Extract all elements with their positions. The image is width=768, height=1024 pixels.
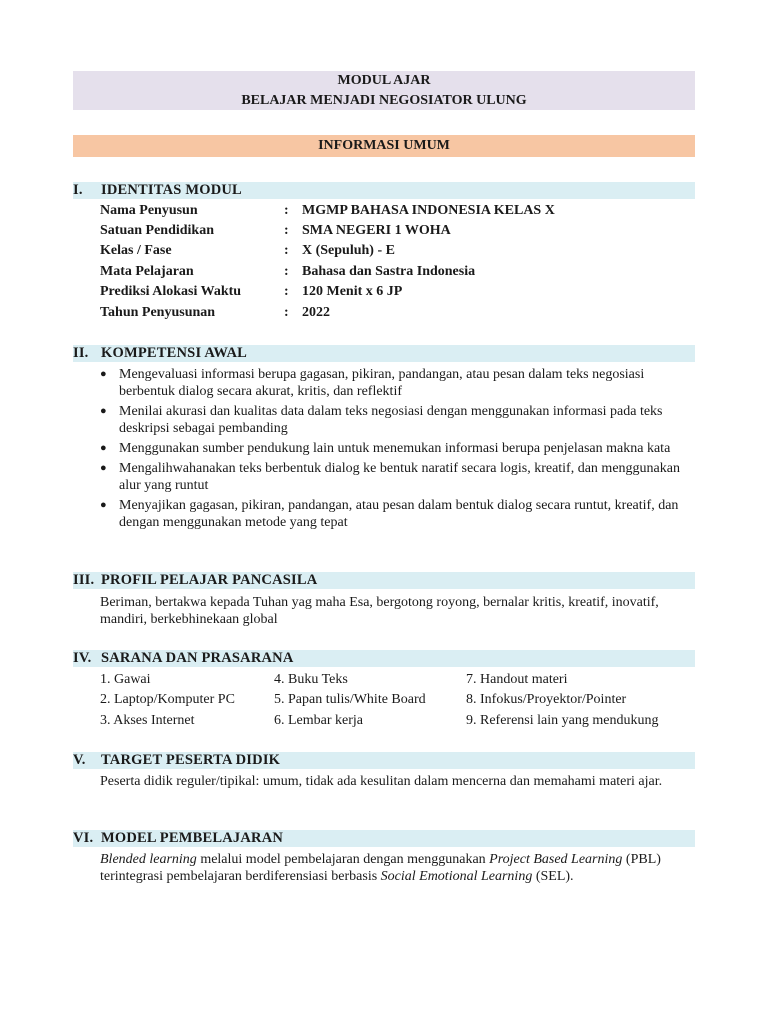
identitas-value: Bahasa dan Sastra Indonesia — [302, 264, 476, 279]
bullet-icon: ● — [100, 499, 107, 511]
list-item-text: Menilai akurasi dan kualitas data dalam teks negosiasi dengan menggunakan informasi pada teks deskripsi sebagai pembanding — [119, 404, 663, 436]
list-item — [100, 440, 700, 457]
section-profil-header — [73, 572, 695, 589]
sarana-item: 7. Handout materi — [466, 672, 568, 687]
sarana-item: 8. Infokus/Proyektor/Pointer — [466, 692, 627, 707]
section-number: V. — [73, 752, 86, 768]
bullet-icon: ● — [100, 462, 107, 474]
section-sarana-header — [73, 650, 695, 667]
bullet-icon: ● — [100, 442, 107, 454]
sarana-item: 9. Referensi lain yang mendukung — [466, 713, 659, 728]
identitas-value: X (Sepuluh) - E — [302, 243, 395, 258]
model-text-part: (SEL). — [532, 869, 574, 884]
sarana-item: 1. Gawai — [100, 672, 151, 687]
identitas-colon: : — [284, 284, 289, 299]
model-text — [100, 851, 696, 885]
bullet-icon: ● — [100, 368, 107, 380]
identitas-colon: : — [284, 264, 289, 279]
identitas-label: Mata Pelajaran — [100, 264, 194, 279]
identitas-value: 120 Menit x 6 JP — [302, 284, 403, 299]
section-target-header — [73, 752, 695, 769]
model-term: Project Based Learning — [489, 852, 623, 867]
list-item-text: Menyajikan gagasan, pikiran, pandangan, atau pesan dalam bentuk dialog secara runtut, kreatif, dan dengan menggunakan metode yang tepat — [119, 498, 679, 530]
section-title: KOMPETENSI AWAL — [101, 345, 248, 361]
identitas-label: Tahun Penyusunan — [100, 305, 216, 320]
identitas-label: Satuan Pendidikan — [100, 223, 214, 238]
section-number: VI. — [73, 830, 94, 846]
model-term: Social Emotional Learning — [380, 869, 533, 884]
list-item-text: Mengevaluasi informasi berupa gagasan, pikiran, pandangan, atau pesan dalam teks negosiasi berbentuk dialog secara akurat, kritis, dan reflektif — [119, 367, 645, 399]
model-text-part: (PBL) terintegrasi pembelajaran berdiferensiasi berbasis — [100, 852, 661, 884]
sarana-item: 6. Lembar kerja — [274, 713, 364, 728]
identitas-value: SMA NEGERI 1 WOHA — [302, 223, 451, 238]
section-number: II. — [73, 345, 89, 361]
section-model-header — [73, 830, 695, 847]
identitas-colon: : — [284, 223, 289, 238]
identitas-colon: : — [284, 243, 289, 258]
sarana-item: 3. Akses Internet — [100, 713, 195, 728]
identitas-colon: : — [284, 305, 289, 320]
sarana-item: 5. Papan tulis/White Board — [274, 692, 426, 707]
identitas-label: Kelas / Fase — [100, 243, 172, 258]
section-title: MODEL PEMBELAJARAN — [101, 830, 284, 846]
list-item-text: Menggunakan sumber pendukung lain untuk menemukan informasi berupa penjelasan makna kata — [119, 441, 671, 456]
module-subtitle: BELAJAR MENJADI NEGOSIATOR ULUNG — [241, 93, 527, 108]
identitas-label: Nama Penyusun — [100, 203, 198, 218]
identitas-value: MGMP BAHASA INDONESIA KELAS X — [302, 203, 555, 218]
model-text-part: melalui model pembelajaran dengan menggunakan — [196, 852, 490, 867]
bullet-icon: ● — [100, 405, 107, 417]
section-title: TARGET PESERTA DIDIK — [101, 752, 281, 768]
list-item — [100, 460, 700, 494]
list-item — [100, 403, 700, 437]
section-number: IV. — [73, 650, 92, 666]
kompetensi-list — [100, 366, 700, 534]
section-kompetensi-header — [73, 345, 695, 362]
identitas-colon: : — [284, 203, 289, 218]
model-term: Blended learning — [100, 852, 197, 867]
target-text: Peserta didik reguler/tipikal: umum, tidak ada kesulitan dalam mencerna dan memahami materi ajar. — [100, 774, 663, 789]
list-item-text: Mengalihwahanakan teks berbentuk dialog ke bentuk naratif secara logis, kreatif, dan menggunakan alur yang runtut — [119, 461, 680, 493]
identitas-value: 2022 — [302, 305, 330, 320]
module-title-box — [73, 71, 695, 110]
section-number: III. — [73, 572, 95, 588]
sarana-grid — [100, 670, 700, 732]
section-title: PROFIL PELAJAR PANCASILA — [101, 572, 318, 588]
section-number: I. — [73, 182, 83, 198]
section-identitas-header — [73, 182, 695, 199]
section-title: IDENTITAS MODUL — [101, 182, 242, 198]
section-title: SARANA DAN PRASARANA — [101, 650, 294, 666]
list-item — [100, 497, 700, 531]
info-umum-banner: INFORMASI UMUM — [73, 135, 695, 157]
sarana-item: 2. Laptop/Komputer PC — [100, 692, 235, 707]
identitas-label: Prediksi Alokasi Waktu — [100, 284, 242, 299]
list-item — [100, 366, 700, 400]
sarana-item: 4. Buku Teks — [274, 672, 348, 687]
profil-text: Beriman, bertakwa kepada Tuhan yag maha Esa, bergotong royong, bernalar kritis, kreatif, inovatif, mandiri, berkebhinekaan global — [100, 595, 659, 627]
module-title: MODUL AJAR — [337, 73, 431, 88]
